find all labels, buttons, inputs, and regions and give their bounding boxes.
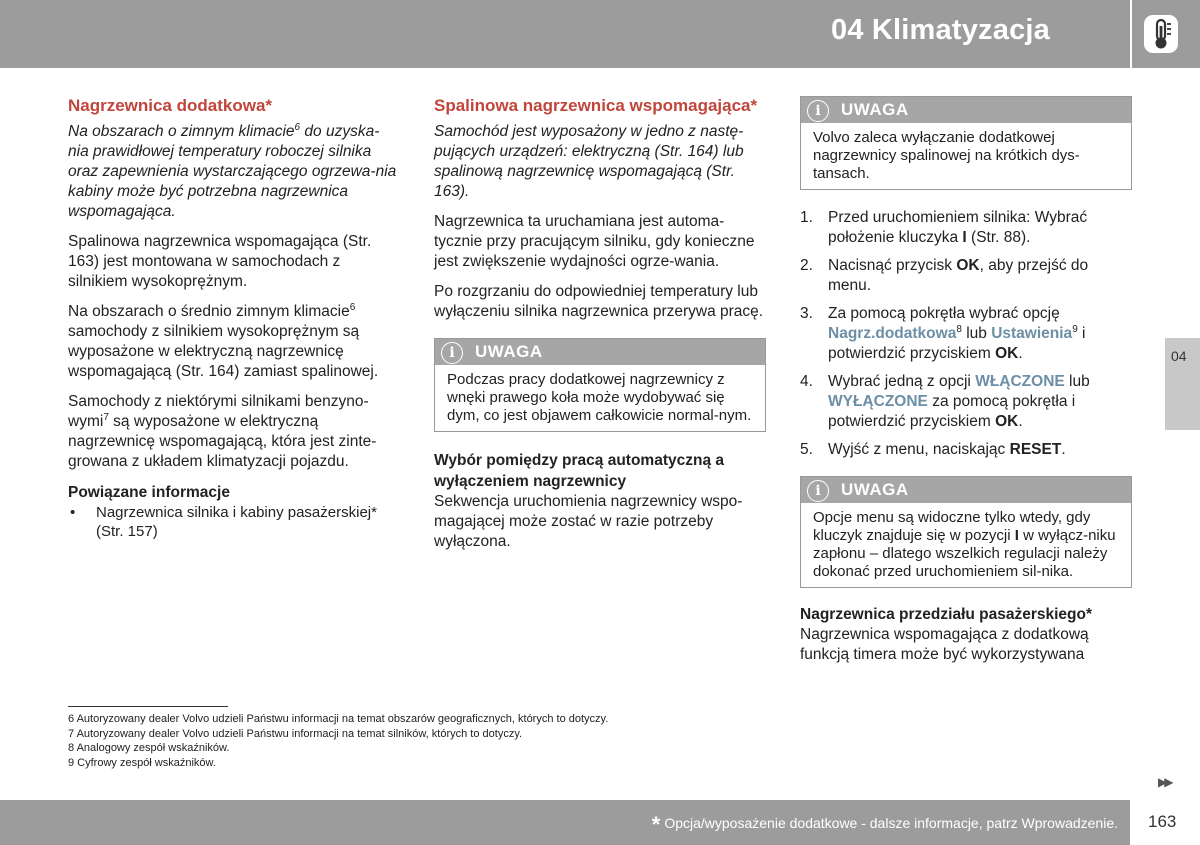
- notice-header: [801, 97, 1131, 123]
- notice-box: [434, 338, 766, 432]
- chapter-side-tab-label: 04: [1171, 348, 1187, 364]
- related-link-text: Nagrzewnica silnika i kabiny pasażerskiej* (Str. 157): [96, 504, 377, 540]
- intro-paragraph: Samochód jest wyposażony w jedno z nastę-pujących urządzeń: elektryczną (Str. 164) lub spalinową nagrzewnicę wspomagającą (Str. 163).: [434, 123, 744, 200]
- section-heading-fuel-heater: Spalinowa nagrzewnica wspomagająca*: [434, 96, 758, 115]
- info-icon: i: [441, 342, 463, 364]
- footnote-ref-9: 9: [1072, 323, 1078, 335]
- menu-option: Nagrz.dodatkowa: [828, 325, 957, 342]
- footnote-ref-6: 6: [294, 121, 301, 133]
- page-number: 163: [1148, 812, 1177, 831]
- footnote-divider: [68, 706, 228, 707]
- column-3: [800, 96, 1132, 675]
- paragraph-sequence: Sekwencja uruchomienia nagrzewnicy wspo-magającej może zostać w razie potrzeby wyłączona.: [434, 493, 743, 550]
- list-item: 1. Przed uruchomieniem silnika: Wybrać położenie kluczyka I (Str. 88).: [800, 209, 1088, 246]
- chapter-title: 04 Klimatyzacja: [830, 14, 1050, 46]
- paragraph-petrol-engines: Samochody z niektórymi silnikami benzyno-wymi$^7$ są wyposażone w elektryczną nagrzewnicę wspomagającą, która jest zinte-growana z układem klimatyzacji pojazdu.: [68, 393, 377, 470]
- list-item: 3. Za pomocą pokrętła wybrać opcję Nagrz.dodatkowa$^8$ lub Ustawienia$^9$ i potwierdzić przyciskiem OK.: [800, 305, 1086, 362]
- list-item: 5. Wyjść z menu, naciskając RESET.: [800, 441, 1066, 458]
- list-item: 4. Wybrać jedną z opcji WŁĄCZONE lub WYŁĄCZONE za pomocą pokrętła i potwierdzić przyciskiem OK.: [800, 373, 1090, 430]
- related-info-heading: Powiązane informacje: [68, 484, 230, 501]
- list-item: 2. Nacisnąć przycisk OK, aby przejść do menu.: [800, 257, 1089, 294]
- notice-body: Podczas pracy dodatkowej nagrzewnicy z wnęki prawego koła może wydobywać się dym, co jest objawem całkowicie normal-nym.: [447, 371, 752, 424]
- menu-option: WYŁĄCZONE: [828, 393, 928, 410]
- paragraph-timer: Nagrzewnica wspomagająca z dodatkową funkcją timera może być wykorzystywana: [800, 626, 1089, 663]
- subheading-auto-vs-off: Wybór pomiędzy pracą automatyczną a wyłączeniem nagrzewnicy: [434, 452, 724, 490]
- footnote-ref-6: 6: [349, 301, 356, 313]
- menu-option: Ustawienia: [991, 325, 1073, 342]
- footnotes: [68, 712, 608, 770]
- chapter-header-bar: [0, 0, 1130, 68]
- notice-title: UWAGA: [475, 342, 543, 361]
- footnote-7: 7 Autoryzowany dealer Volvo udzieli Państwu informacji na temat silników, których to dotyczy.: [68, 727, 523, 740]
- related-link[interactable]: [68, 503, 398, 541]
- chapter-side-tab[interactable]: [1165, 338, 1200, 430]
- notice-header: [801, 477, 1131, 503]
- bullet-icon: •: [70, 504, 76, 521]
- footnote-6: 6 Autoryzowany dealer Volvo udzieli Państwu informacji na temat obszarów geograficznych, których to dotyczy.: [68, 713, 609, 725]
- paragraph-fuel-heater: Spalinowa nagrzewnica wspomagająca (Str. 163) jest montowana w samochodach z silnikiem wysokoprężnym.: [68, 233, 372, 290]
- notice-body: Opcje menu są widoczne tylko wtedy, gdy kluczyk znajduje się w pozycji I w wyłącz-niku zapłonu – dlatego wszelkich regulacji należy dokonać przed uruchomieniem sil-nika.: [813, 509, 1116, 580]
- info-icon: i: [807, 100, 829, 122]
- notice-body: Volvo zaleca wyłączanie dodatkowej nagrzewnicy spalinowej na krótkich dys-tansach.: [813, 129, 1080, 182]
- info-icon: i: [807, 480, 829, 502]
- paragraph-auto-start: Nagrzewnica ta uruchamiana jest automa-tycznie przy pracującym silniku, gdy konieczne jest zwiększenie wydajności ogrze-wania.: [434, 213, 755, 270]
- notice-title: UWAGA: [841, 100, 909, 119]
- paragraph-stop: Po rozgrzaniu do odpowiedniej temperatury lub wyłączeniu silnika nagrzewnica przerywa pracę.: [434, 283, 764, 320]
- footer-note: * Opcja/wyposażenie dodatkowe - dalsze informacje, patrz Wprowadzenie.: [651, 812, 1118, 837]
- column-1: [68, 96, 398, 541]
- footnote-ref-8: 8: [956, 323, 962, 335]
- footnote-ref-7: 7: [103, 411, 109, 423]
- column-2: [434, 96, 766, 562]
- section-heading-auxiliary-heater: Nagrzewnica dodatkowa*: [68, 96, 273, 115]
- menu-option: WŁĄCZONE: [975, 373, 1065, 390]
- paragraph-electric-heater: Na obszarach o średnio zimnym klimacie$^6$ samochody z silnikiem wysokoprężnym są wyposażone w elektryczną nagrzewnicę wspomagającą (Str. 164) zamiast spalinowej.: [68, 301, 379, 380]
- notice-box: [800, 476, 1132, 588]
- notice-box: [800, 96, 1132, 190]
- intro-paragraph: Na obszarach o zimnym klimacie$^6$ do uzyska-nia prawidłowej temperatury roboczej silnika oraz zapewnienia wystarczającego ogrzewa-nia kabiny może być potrzebna nagrzewnica wspomagająca.: [68, 121, 397, 220]
- notice-header: [435, 339, 765, 365]
- footnote-8: 8 Analogowy zespół wskaźników.: [68, 742, 230, 754]
- footnote-9: 9 Cyfrowy zespół wskaźników.: [68, 756, 216, 769]
- subheading-cabin-heater: Nagrzewnica przedziału pasażerskiego*: [800, 606, 1093, 623]
- asterisk-icon: *: [651, 812, 661, 837]
- steps-list: [800, 208, 1132, 460]
- next-page-arrows-icon[interactable]: ▶▶: [1158, 775, 1171, 789]
- notice-title: UWAGA: [841, 480, 909, 499]
- footer-bar: [0, 800, 1130, 845]
- thermometer-icon: [1143, 14, 1179, 54]
